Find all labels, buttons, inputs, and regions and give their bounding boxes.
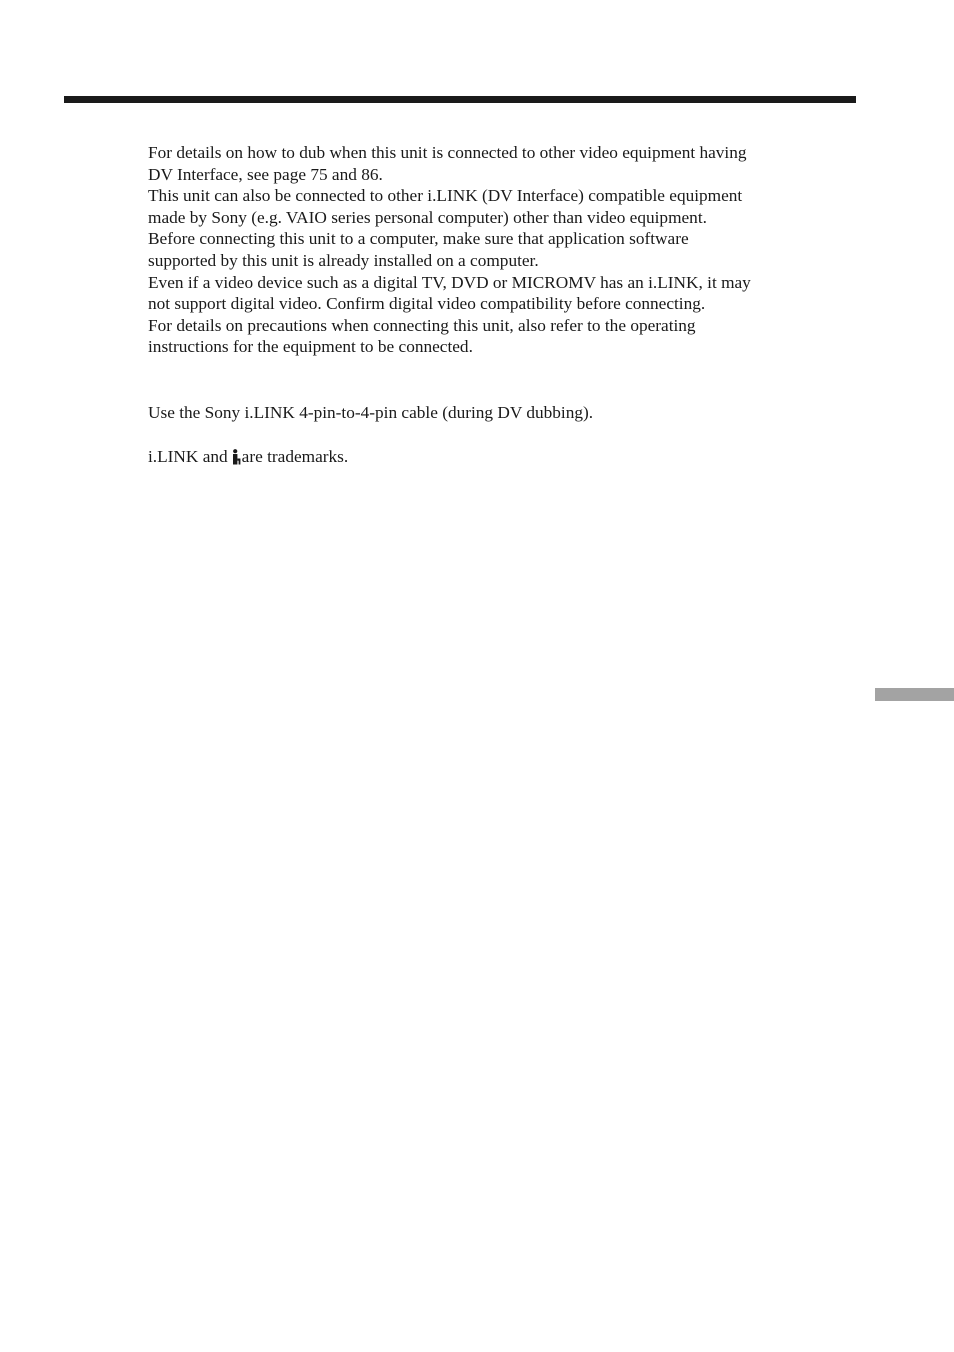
trademark-prefix: i.LINK and bbox=[148, 446, 228, 466]
cable-note: Use the Sony i.LINK 4-pin-to-4-pin cable (during DV dubbing). bbox=[148, 402, 594, 422]
section-spacer bbox=[148, 424, 860, 446]
trademark-note bbox=[148, 446, 860, 471]
note-line: Even if a video device such as a digital TV, DVD or MICROMV has an i.LINK, it may bbox=[148, 272, 751, 292]
note-line: For details on how to dub when this unit is connected to other video equipment having bbox=[148, 143, 747, 162]
page-body bbox=[148, 142, 860, 470]
note-line: For details on precautions when connecting this unit, also refer to the operating bbox=[148, 315, 696, 335]
ilink-logo-icon bbox=[231, 449, 241, 471]
note-line: DV Interface, see page 75 and 86. bbox=[148, 164, 383, 184]
notes-paragraph bbox=[148, 142, 860, 358]
note-line: supported by this unit is already installed on a computer. bbox=[148, 250, 539, 270]
note-line: instructions for the equipment to be connected. bbox=[148, 337, 473, 357]
section-thumb-tab bbox=[875, 688, 954, 701]
note-line: Before connecting this unit to a computer, make sure that application software bbox=[148, 229, 689, 249]
header-rule bbox=[64, 96, 856, 103]
note-line: This unit can also be connected to other i.LINK (DV Interface) compatible equipment bbox=[148, 186, 743, 206]
note-line: not support digital video. Confirm digital video compatibility before connecting. bbox=[148, 294, 706, 314]
note-line: made by Sony (e.g. VAIO series personal computer) other than video equipment. bbox=[148, 207, 707, 227]
trademark-suffix: are trademarks. bbox=[241, 446, 349, 466]
section-spacer bbox=[148, 358, 860, 402]
